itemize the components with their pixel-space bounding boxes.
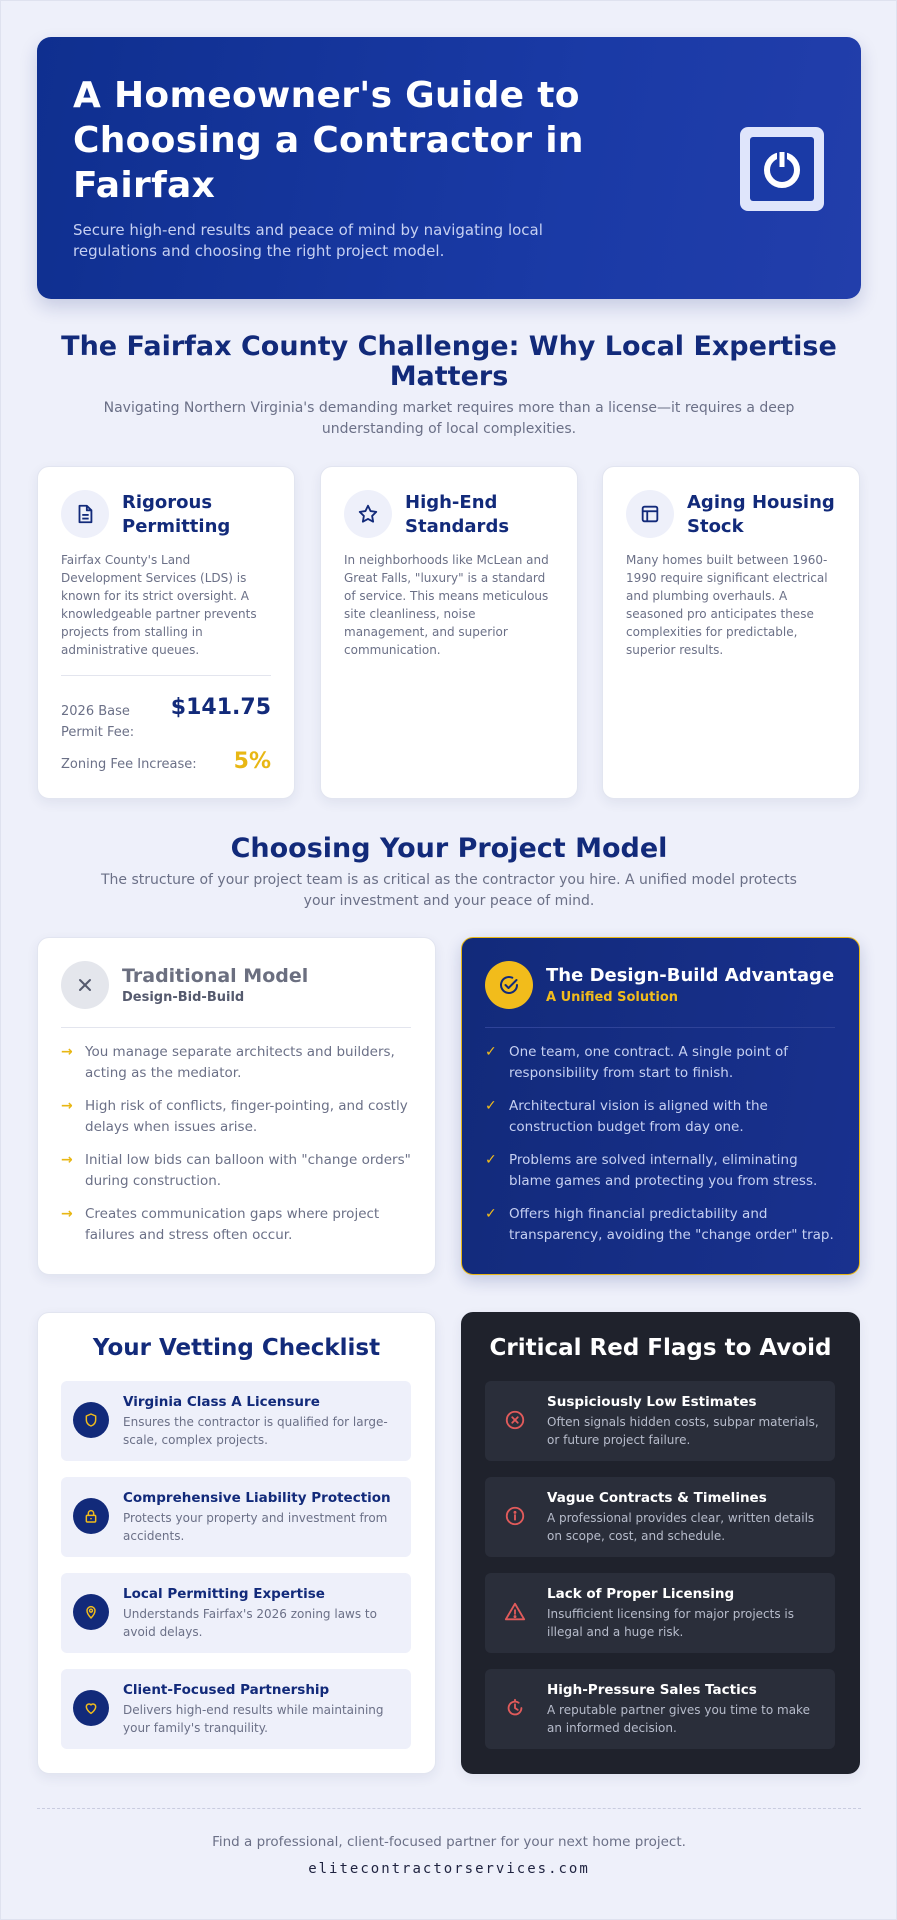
challenge-card-permitting — [37, 466, 295, 799]
check-circle-icon — [485, 961, 533, 1009]
check-icon: ✓ — [485, 1044, 497, 1060]
document-icon — [61, 490, 109, 538]
traditional-subtitle: Design-Bid-Build — [122, 990, 245, 1005]
divider — [485, 1027, 835, 1028]
checklist-item-title: Client-Focused Partnership — [123, 1682, 330, 1698]
red-flag-title: Suspiciously Low Estimates — [547, 1394, 757, 1410]
location-pin-icon — [73, 1594, 109, 1630]
red-flag-desc: A professional provides clear, written details on scope, cost, and schedule. — [547, 1511, 815, 1543]
shield-icon — [73, 1402, 109, 1438]
red-flag-item — [485, 1477, 835, 1557]
footer-website-link[interactable]: elitecontractorservices.com — [308, 1861, 590, 1877]
red-flag-title: Vague Contracts & Timelines — [547, 1490, 767, 1506]
traditional-title: Traditional Model — [122, 965, 309, 987]
hero-title: A Homeowner's Guide to Choosing a Contractor in Fairfax — [73, 75, 584, 206]
checklist-item-desc: Ensures the contractor is qualified for large-scale, complex projects. — [123, 1415, 388, 1447]
traditional-model-card — [37, 937, 436, 1275]
design-build-card — [461, 937, 860, 1275]
close-icon — [61, 961, 109, 1009]
list-item: → You manage separate architects and builders, acting as the mediator. — [61, 1044, 395, 1081]
divider — [61, 1027, 411, 1028]
red-flag-title: Lack of Proper Licensing — [547, 1586, 735, 1602]
list-item: → Initial low bids can balloon with "change orders" during construction. — [61, 1152, 411, 1189]
models-title: Choosing Your Project Model — [230, 833, 668, 864]
checklist-item — [61, 1669, 411, 1749]
red-flags-card — [461, 1312, 860, 1774]
check-icon: ✓ — [485, 1152, 497, 1168]
red-flag-title: High-Pressure Sales Tactics — [547, 1682, 757, 1698]
zoning-fee-label: Zoning Fee Increase: — [61, 757, 197, 772]
card-description: Fairfax County's Land Development Services (LDS) is known for its strict oversight. A knowledgeable partner prevents projects from stalling in administrative queues. — [61, 553, 257, 657]
arrow-right-icon: → — [61, 1152, 73, 1168]
base-permit-fee-label: 2026 Base Permit Fee: — [61, 704, 135, 740]
card-description: In neighborhoods like McLean and Great Falls, "luxury" is a standard of service. This means meticulous site cleanliness, noise management, and superior communication. — [344, 553, 549, 657]
list-item: → Creates communication gaps where project failures and stress often occur. — [61, 1206, 380, 1243]
challenge-subtitle: Navigating Northern Virginia's demanding market requires more than a license—it requires a deep understanding of local complexities. — [103, 400, 795, 437]
red-flag-desc: Often signals hidden costs, subpar materials, or future project failure. — [547, 1415, 819, 1447]
challenge-title: The Fairfax County Challenge: Why Local Expertise Matters — [61, 331, 837, 392]
footer-text: Find a professional, client-focused partner for your next home project. — [212, 1834, 686, 1850]
checklist-item-title: Comprehensive Liability Protection — [123, 1490, 391, 1506]
checklist-item-title: Local Permitting Expertise — [123, 1586, 325, 1602]
list-item: → High risk of conflicts, finger-pointing, and costly delays when issues arise. — [61, 1098, 408, 1135]
red-flag-item — [485, 1669, 835, 1749]
list-item: ✓ Problems are solved internally, eliminating blame games and protecting you from stress. — [485, 1152, 818, 1189]
check-icon: ✓ — [485, 1098, 497, 1114]
arrow-right-icon: → — [61, 1206, 73, 1222]
list-item: ✓ Offers high financial predictability and transparency, avoiding the "change order" trap. — [485, 1206, 834, 1243]
design-build-subtitle: A Unified Solution — [546, 990, 678, 1005]
list-item: ✓ Architectural vision is aligned with the construction budget from day one. — [485, 1098, 768, 1135]
red-flag-desc: Insufficient licensing for major projects is illegal and a huge risk. — [547, 1607, 795, 1639]
clock-icon — [497, 1690, 533, 1726]
checklist-title: Your Vetting Checklist — [92, 1335, 381, 1361]
arrow-right-icon: → — [61, 1044, 73, 1060]
info-circle-icon — [497, 1498, 533, 1534]
heart-icon — [73, 1690, 109, 1726]
star-icon — [344, 490, 392, 538]
power-icon — [750, 137, 814, 201]
design-build-title: The Design-Build Advantage — [546, 965, 835, 986]
house-stock-icon — [626, 490, 674, 538]
design-build-list — [485, 1042, 840, 1258]
models-subtitle: The structure of your project team is as critical as the contractor you hire. A unified model protects your investment and your peace of mind. — [101, 872, 797, 909]
check-icon: ✓ — [485, 1206, 497, 1222]
checklist-item — [61, 1381, 411, 1461]
checklist-item-title: Virginia Class A Licensure — [123, 1394, 320, 1410]
footer-divider — [37, 1808, 861, 1809]
hero-banner — [37, 37, 861, 299]
challenge-card-standards — [320, 466, 578, 799]
hero-subtitle: Secure high-end results and peace of mind by navigating local regulations and choosing the right project model. — [73, 221, 543, 260]
lock-icon — [73, 1498, 109, 1534]
card-title: Rigorous Permitting — [122, 492, 231, 537]
base-permit-fee-value: $141.75 — [170, 695, 271, 720]
arrow-right-icon: → — [61, 1098, 73, 1114]
checklist-item-desc: Protects your property and investment from accidents. — [123, 1511, 388, 1543]
red-flag-item — [485, 1573, 835, 1653]
card-description: Many homes built between 1960-1990 require significant electrical and plumbing overhauls. A seasoned pro anticipates these complexities for predictable, superior results. — [626, 553, 828, 657]
divider — [61, 675, 271, 676]
list-item: ✓ One team, one contract. A single point of responsibility from start to finish. — [485, 1044, 788, 1081]
red-flag-desc: A reputable partner gives you time to make an informed decision. — [547, 1703, 810, 1735]
challenge-card-housing — [602, 466, 860, 799]
zoning-fee-value: 5% — [233, 749, 271, 774]
red-flags-title: Critical Red Flags to Avoid — [489, 1335, 832, 1361]
card-title: High-End Standards — [405, 492, 510, 537]
checklist-item — [61, 1477, 411, 1557]
brand-logo — [740, 127, 824, 211]
checklist-item — [61, 1573, 411, 1653]
card-title: Aging Housing Stock — [687, 492, 835, 537]
warning-triangle-icon — [497, 1594, 533, 1630]
checklist-item-desc: Understands Fairfax's 2026 zoning laws to avoid delays. — [123, 1607, 377, 1639]
x-circle-icon — [497, 1402, 533, 1438]
vetting-checklist-card — [37, 1312, 436, 1774]
checklist-item-desc: Delivers high-end results while maintaining your family's tranquility. — [123, 1703, 384, 1735]
traditional-list — [61, 1042, 411, 1258]
red-flag-item — [485, 1381, 835, 1461]
